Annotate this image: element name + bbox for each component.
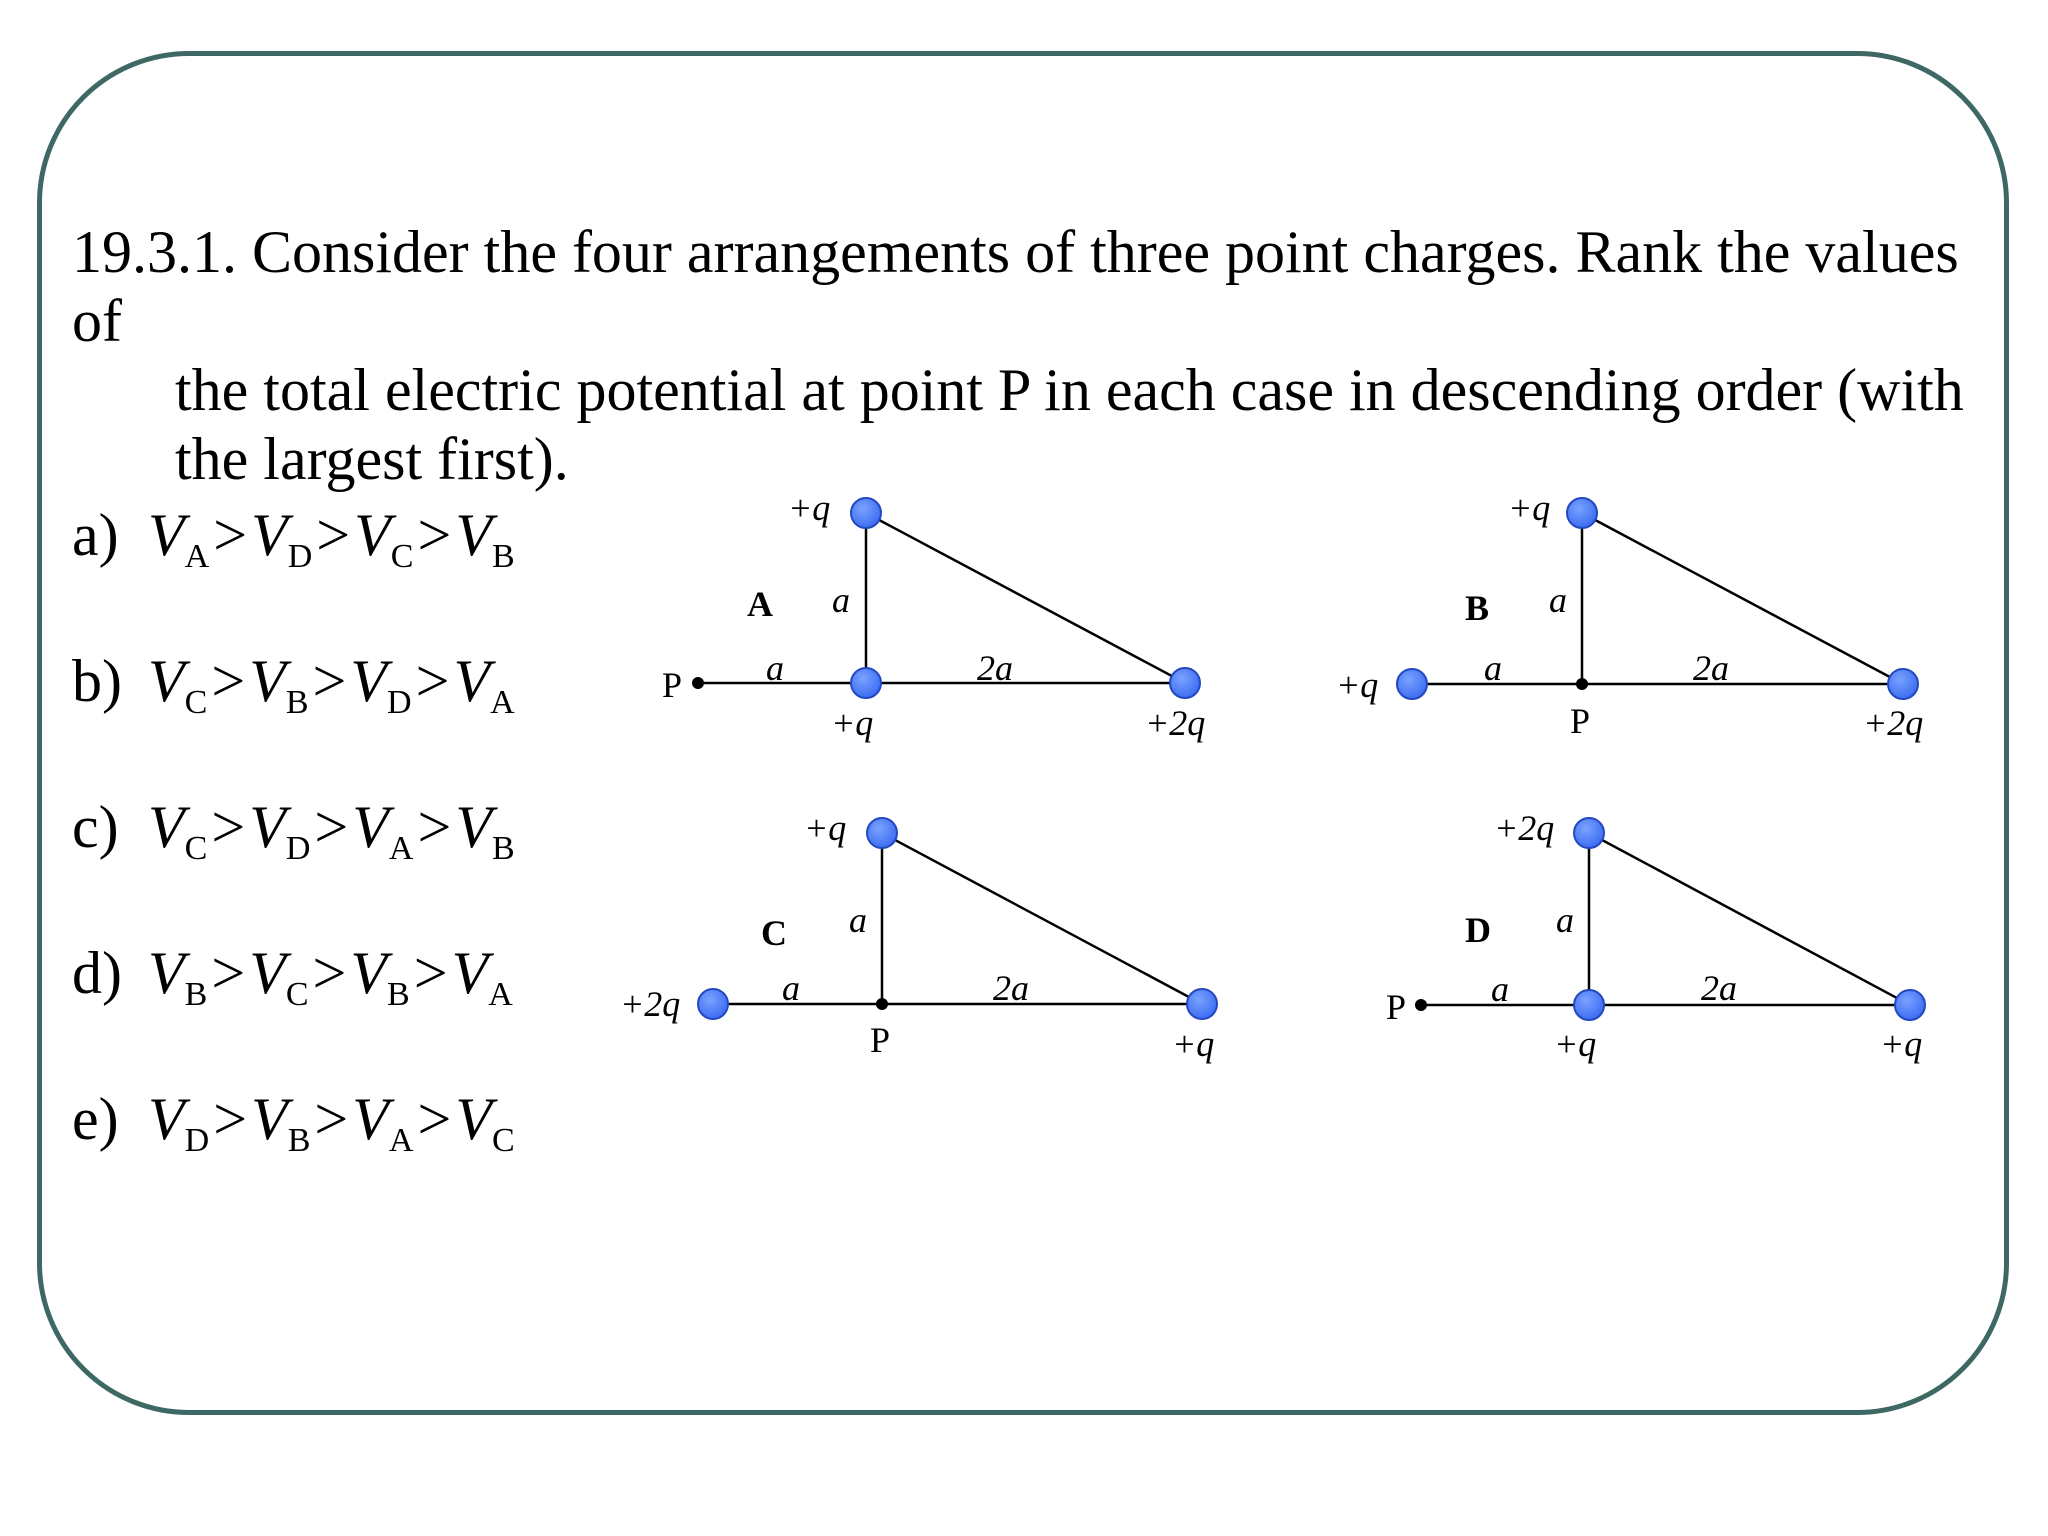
label-top-charge: +2q bbox=[1494, 808, 1555, 848]
label-vertical-dim: a bbox=[849, 900, 867, 940]
segment-hypotenuse bbox=[1582, 513, 1903, 684]
choice-d[interactable]: d) $V_B>V_C>V_B>V_A$ bbox=[72, 940, 513, 1013]
label-base-dim: 2a bbox=[977, 648, 1013, 688]
charge-right bbox=[1888, 669, 1918, 699]
label-panel: D bbox=[1465, 910, 1491, 950]
choice-letter: d) bbox=[72, 940, 122, 1006]
label-top-charge: +q bbox=[804, 808, 847, 848]
label-left-dim: a bbox=[1484, 648, 1502, 688]
label-panel: C bbox=[761, 913, 787, 953]
label-top-charge: +q bbox=[1508, 488, 1551, 528]
label-panel: B bbox=[1465, 588, 1490, 628]
charge-right bbox=[1170, 668, 1200, 698]
choice-letter: c) bbox=[72, 794, 119, 860]
label-base-dim: 2a bbox=[1701, 968, 1737, 1008]
choice-e[interactable]: e) $V_D>V_B>V_A>V_C$ bbox=[72, 1086, 515, 1159]
label-point: P bbox=[870, 1020, 891, 1060]
label-left-charge: +q bbox=[1336, 665, 1379, 705]
label-left-dim: a bbox=[782, 968, 800, 1008]
label-right-charge: +q bbox=[1172, 1024, 1215, 1064]
label-vertical-dim: a bbox=[1556, 900, 1574, 940]
question-number: 19.3.1. bbox=[72, 219, 237, 285]
segment-hypotenuse bbox=[866, 513, 1185, 683]
label-right-charge: +q bbox=[1880, 1024, 1923, 1064]
label-left-dim: a bbox=[1491, 969, 1509, 1009]
label-point: P bbox=[1386, 987, 1407, 1027]
label-corner-charge: +q bbox=[831, 703, 874, 743]
label-vertical-dim: a bbox=[1549, 580, 1567, 620]
label-left-charge: +2q bbox=[620, 984, 681, 1024]
choice-c[interactable]: c) $V_C>V_D>V_A>V_B$ bbox=[72, 794, 515, 867]
charge-left bbox=[698, 989, 728, 1019]
label-corner-charge: +q bbox=[1554, 1024, 1597, 1064]
label-right-charge: +2q bbox=[1863, 703, 1924, 743]
panel-d bbox=[1386, 808, 1925, 1064]
charge-top bbox=[851, 498, 881, 528]
point-p bbox=[692, 677, 704, 689]
choice-b[interactable]: b) $V_C>V_B>V_D>V_A$ bbox=[72, 648, 515, 721]
label-base-dim: 2a bbox=[993, 968, 1029, 1008]
question-line-1: 19.3.1. Consider the four arrangements of three point charges. Rank the values of bbox=[72, 219, 1959, 354]
label-vertical-dim: a bbox=[832, 580, 850, 620]
charge-left bbox=[1397, 669, 1427, 699]
charge-right bbox=[1895, 990, 1925, 1020]
panel-c bbox=[620, 808, 1217, 1064]
charge-top bbox=[1574, 818, 1604, 848]
label-top-charge: +q bbox=[788, 488, 831, 528]
charge-corner bbox=[851, 668, 881, 698]
segment-hypotenuse bbox=[882, 833, 1202, 1004]
charge-top bbox=[1567, 498, 1597, 528]
label-right-charge: +2q bbox=[1145, 703, 1206, 743]
segment-hypotenuse bbox=[1589, 833, 1910, 1005]
panel-a bbox=[662, 488, 1205, 743]
question-line-2: the total electric potential at point P in each case in descending order (with bbox=[175, 357, 1964, 423]
choice-letter: b) bbox=[72, 648, 122, 714]
choice-a[interactable]: a) $V_A>V_D>V_C>V_B$ bbox=[72, 502, 515, 575]
question-line-3: the largest first). bbox=[175, 426, 569, 492]
panel-b bbox=[1336, 488, 1923, 743]
choice-letter: e) bbox=[72, 1086, 119, 1152]
charge-right bbox=[1187, 989, 1217, 1019]
choice-letter: a) bbox=[72, 502, 119, 568]
point-p bbox=[1415, 999, 1427, 1011]
charge-top bbox=[867, 818, 897, 848]
point-p bbox=[876, 998, 888, 1010]
label-panel: A bbox=[747, 584, 773, 624]
charge-corner bbox=[1574, 990, 1604, 1020]
label-left-dim: a bbox=[766, 648, 784, 688]
label-base-dim: 2a bbox=[1693, 648, 1729, 688]
label-point: P bbox=[662, 665, 683, 705]
point-p bbox=[1576, 678, 1588, 690]
label-point: P bbox=[1570, 701, 1591, 741]
